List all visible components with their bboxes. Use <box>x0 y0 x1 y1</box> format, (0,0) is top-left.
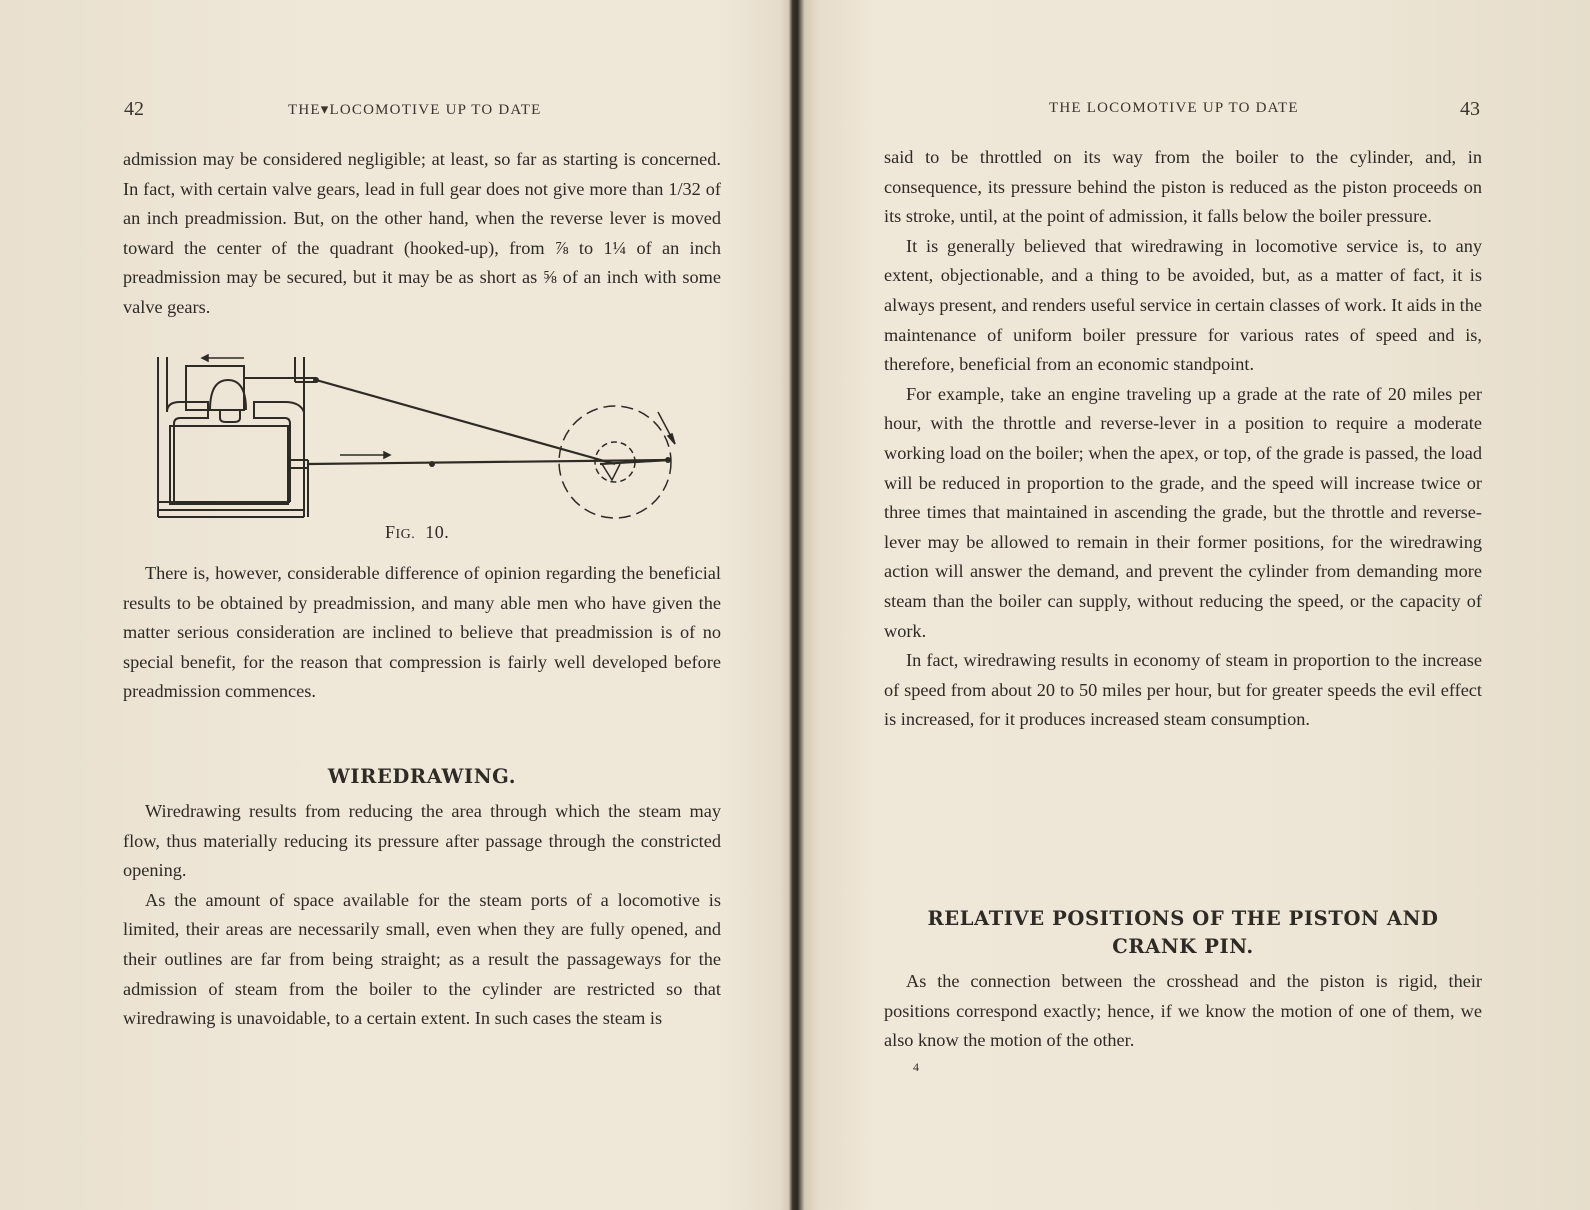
section-heading-wiredrawing: WIREDRAWING. <box>327 765 517 788</box>
caption-number: 10. <box>425 522 450 542</box>
paragraph: For example, take an engine traveling up a grade at the rate of 20 miles per hour, with the throttle and reverse-lever in a position to require a moderate working load on the boiler; when the apex, or top, of the grade is passed, the load will be reduced in proportion to the grade, and the speed will increase twice or three times that maintained in ascending the grade, but the throttle and reverse-lever may be allowed to remain in their former positions, for the wiredrawing action will answer the demand, and prevent the cylinder from demanding more steam than the boiler can supply, without reducing the speed, or the capacity of work. <box>884 383 1482 641</box>
paragraph: said to be throttled on its way from the boiler to the cylinder, and, in consequence, its pressure behind the piston is reduced as the piston proceeds on its stroke, until, at the point of admission, it falls below the boiler pressure. <box>884 147 1482 227</box>
page-number-right: 43 <box>1460 98 1480 120</box>
figure-caption <box>385 522 449 543</box>
page-number-left: 42 <box>124 98 144 120</box>
eccentric-and-main-rods <box>308 380 670 464</box>
paragraph: In fact, wiredrawing results in economy of steam in proportion to the increase of speed from about 20 to 50 miles per hour, but for greater speeds the evil effect is increased, for it produces increased steam consumption. <box>884 650 1482 730</box>
signature-mark: 4 <box>913 1060 919 1074</box>
paragraph: Wiredrawing results from reducing the area through which the steam may flow, thus materially reducing its pressure after passage through the constricted opening. <box>123 801 721 881</box>
heading-line-1: RELATIVE POSITIONS OF THE PISTON AND <box>927 907 1439 930</box>
right-text-top <box>884 143 1482 735</box>
rod-joints <box>313 377 671 467</box>
left-text-top <box>123 145 721 323</box>
paragraph: There is, however, considerable difference of opinion regarding the beneficial results to be obtained by preadmission, and many able men who have given the matter serious consideration are inclined to believe that preadmission is of no special benefit, for the reason that compression is fairly well developed before preadmission commences. <box>123 563 721 702</box>
running-head-left: THE▾LOCOMOTIVE UP TO DATE <box>288 102 542 118</box>
valve-chest-drawing <box>158 357 316 517</box>
left-page <box>0 0 790 1210</box>
section-heading-relative-positions <box>884 905 1482 961</box>
caption-prefix: F <box>385 522 396 542</box>
left-text-middle <box>123 559 721 707</box>
running-head-right: THE LOCOMOTIVE UP TO DATE <box>1049 100 1299 116</box>
paragraph: admission may be considered negligible; at least, so far as starting is concerned. In fact, with certain valve gears, lead in full gear does not give more than 1/32 of an inch preadmission. But, on the other hand, when the reverse lever is moved toward the center of the quadrant (hooked-up), from ⅞ to 1¼ of an inch preadmission may be secured, but it may be as short as ⅝ of an inch with some valve gears. <box>123 149 721 317</box>
right-page <box>805 0 1590 1210</box>
heading-line-2: CRANK PIN. <box>1112 935 1254 958</box>
left-text-bottom <box>123 797 721 1034</box>
paragraph: It is generally believed that wiredrawing in locomotive service is, to any extent, objectionable, and a thing to be avoided, but, as a matter of fact, it is always present, and renders useful service in certain classes of work. It aids in the maintenance of uniform boiler pressure for various rates of speed and is, therefore, beneficial from an economic standpoint. <box>884 235 1482 375</box>
paragraph: As the amount of space available for the steam ports of a locomotive is limited, their areas are necessarily small, even when they are fully opened, and their outlines are far from being straight; as a result the passageways for the admission of steam from the boiler to the cylinder are restricted so that wiredrawing is unavoidable, to a certain extent. In such cases the steam is <box>123 889 721 1029</box>
caption-smallcaps: IG. <box>395 527 416 542</box>
paragraph: As the connection between the crosshead and the piston is rigid, their positions correspond exactly; hence, if we know the motion of one of them, we also know the motion of the other. <box>884 971 1482 1051</box>
right-text-bottom <box>884 967 1482 1056</box>
